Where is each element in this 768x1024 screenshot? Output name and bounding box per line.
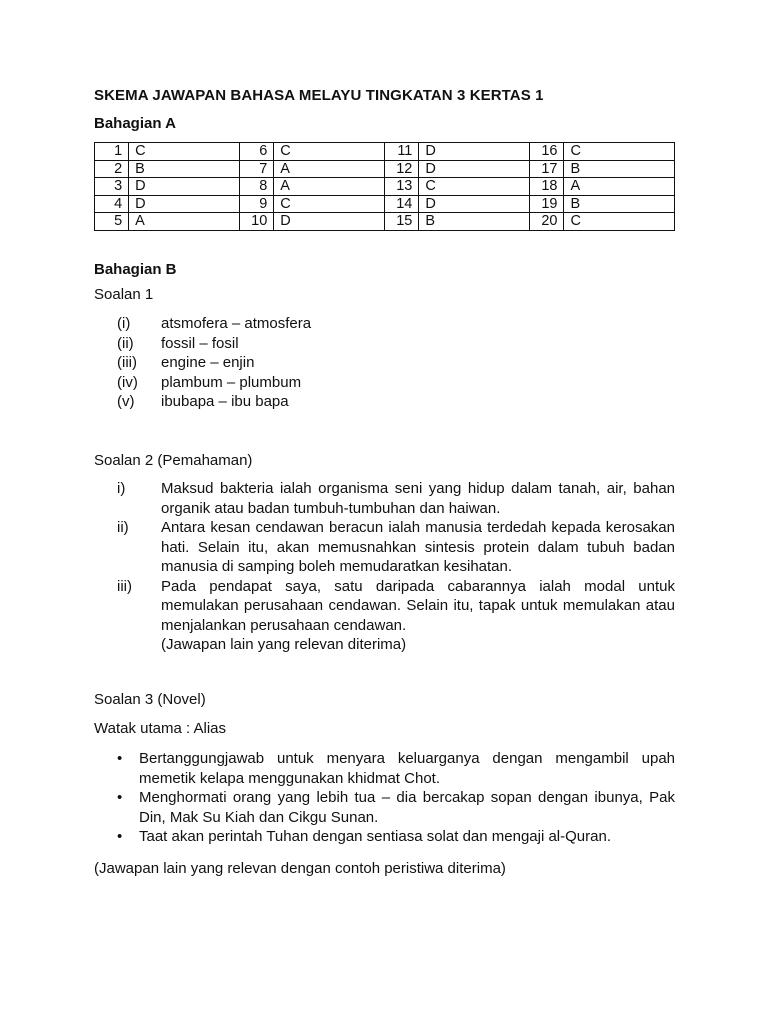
answer-letter: C xyxy=(274,143,384,161)
question-number: 14 xyxy=(384,195,419,213)
item-label: (i) xyxy=(117,315,131,332)
list-item xyxy=(117,353,677,373)
question-number: 7 xyxy=(239,160,274,178)
list-item xyxy=(117,788,675,827)
list-item xyxy=(117,479,675,518)
list-item xyxy=(117,392,677,412)
answer-letter: C xyxy=(129,143,239,161)
item-text: plambum – plumbum xyxy=(161,373,302,391)
table-row xyxy=(95,195,675,213)
table-row xyxy=(95,160,675,178)
answer-letter: B xyxy=(129,160,239,178)
question-number: 12 xyxy=(384,160,419,178)
list-item xyxy=(117,334,677,354)
item-label: (ii) xyxy=(117,334,134,352)
answer-letter: B xyxy=(419,213,529,231)
question-number: 6 xyxy=(239,143,274,161)
question-number: 15 xyxy=(384,213,419,231)
item-text: Menghormati orang yang lebih tua – dia bercakap sopan dengan ibunya, Pak Din, Mak Su Kiah dan Cikgu Sunan. xyxy=(139,789,675,826)
answer-letter: A xyxy=(274,178,384,196)
list-item xyxy=(117,749,675,788)
list-item xyxy=(117,314,677,334)
question-number: 19 xyxy=(529,195,564,213)
answer-letter: A xyxy=(564,178,675,196)
item-text: Taat akan perintah Tuhan dengan sentiasa solat dan mengaji al-Quran. xyxy=(139,828,611,845)
list-item xyxy=(117,635,675,655)
bullet-icon: • xyxy=(117,789,123,806)
section-a-heading: Bahagian A xyxy=(94,115,176,132)
item-text: fossil – fosil xyxy=(161,334,239,352)
question-number: 3 xyxy=(95,178,129,196)
soalan-1-list xyxy=(117,314,677,412)
question-number: 10 xyxy=(239,213,274,231)
item-label: iii) xyxy=(117,577,132,595)
question-number: 20 xyxy=(529,213,564,231)
answer-letter: D xyxy=(274,213,384,231)
section-b-heading: Bahagian B xyxy=(94,261,177,278)
answer-letter: D xyxy=(419,195,529,213)
answer-letter: D xyxy=(419,160,529,178)
table-row xyxy=(95,143,675,161)
soalan-2-heading: Soalan 2 (Pemahaman) xyxy=(94,452,253,469)
list-item xyxy=(117,373,677,393)
answer-letter: B xyxy=(564,160,675,178)
answer-letter: A xyxy=(129,213,239,231)
item-label: (iii) xyxy=(117,354,137,371)
answer-letter: D xyxy=(129,178,239,196)
answer-letter: A xyxy=(274,160,384,178)
item-label: (v) xyxy=(117,393,135,410)
answer-letter: C xyxy=(564,213,675,231)
question-number: 16 xyxy=(529,143,564,161)
soalan-3-note: (Jawapan lain yang relevan dengan contoh peristiwa diterima) xyxy=(94,860,506,877)
bullet-icon: • xyxy=(117,750,123,767)
question-number: 5 xyxy=(95,213,129,231)
soalan-1-heading: Soalan 1 xyxy=(94,286,154,303)
answer-letter: D xyxy=(419,143,529,161)
soalan-2-list xyxy=(117,479,675,655)
question-number: 4 xyxy=(95,195,129,213)
bullet-icon: • xyxy=(117,828,123,845)
question-number: 18 xyxy=(529,178,564,196)
item-text: Antara kesan cendawan beracun ialah manusia terdedah kepada kerosakan hati. Selain itu, akan memusnahkan sintesis protein dalam tubuh badan manusia di samping boleh memudaratkan kesihatan. xyxy=(161,519,675,575)
question-number: 11 xyxy=(384,143,419,161)
question-number: 2 xyxy=(95,160,129,178)
item-label: ii) xyxy=(117,519,129,536)
question-number: 13 xyxy=(384,178,419,196)
answer-key-table xyxy=(94,142,675,231)
answer-letter: C xyxy=(564,143,675,161)
table-row xyxy=(95,178,675,196)
item-text: Bertanggungjawab untuk menyara keluarganya dengan mengambil upah memetik kelapa menggunakan khidmat Chot. xyxy=(139,750,675,787)
item-label: i) xyxy=(117,480,126,497)
answer-letter: C xyxy=(419,178,529,196)
item-label: (iv) xyxy=(117,373,138,391)
soalan-3-heading: Soalan 3 (Novel) xyxy=(94,691,206,708)
soalan-3-list xyxy=(117,749,675,847)
list-item xyxy=(117,827,675,847)
document-title: SKEMA JAWAPAN BAHASA MELAYU TINGKATAN 3 KERTAS 1 xyxy=(94,87,544,104)
question-number: 8 xyxy=(239,178,274,196)
answer-letter: D xyxy=(129,195,239,213)
question-number: 1 xyxy=(95,143,129,161)
table-row xyxy=(95,213,675,231)
soalan-2-note: (Jawapan lain yang relevan diterima) xyxy=(161,636,407,653)
question-number: 17 xyxy=(529,160,564,178)
item-text: engine – enjin xyxy=(161,354,255,371)
list-item xyxy=(117,577,675,636)
answer-letter: C xyxy=(274,195,384,213)
question-number: 9 xyxy=(239,195,274,213)
item-text: atsmofera – atmosfera xyxy=(161,315,312,332)
watak-utama: Watak utama : Alias xyxy=(94,720,226,737)
item-text: Pada pendapat saya, satu daripada cabarannya ialah modal untuk memulakan perusahaan cendawan. Selain itu, tapak untuk memulakan atau menjalankan perusahaan cendawan. xyxy=(161,577,675,634)
answer-letter: B xyxy=(564,195,675,213)
list-item xyxy=(117,518,675,577)
item-text: ibubapa – ibu bapa xyxy=(161,393,289,410)
item-text: Maksud bakteria ialah organisma seni yang hidup dalam tanah, air, bahan organik atau badan tumbuh-tumbuhan dan haiwan. xyxy=(161,480,675,517)
